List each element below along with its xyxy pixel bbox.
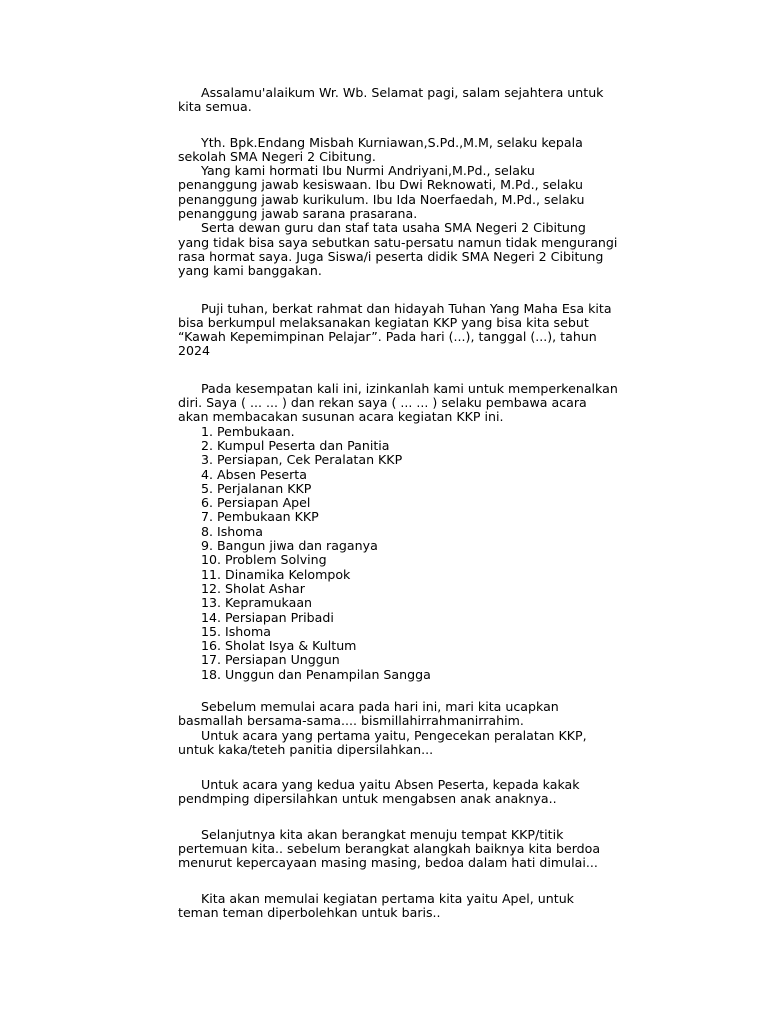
agenda-item: 5. Perjalanan KKP [201,480,312,496]
agenda-item: 1. Pembukaan. [201,423,295,439]
introduction-paragraph: Pada kesempatan kali ini, izinkanlah kami untuk memperkenalkan diri. Saya ( ... ... ) dan rekan saya ( ... ... ) selaku pembawa acara akan membacakan susunan acara kegiatan KKP ini. [178,380,618,425]
document-page [178,86,618,920]
agenda-item: 9. Bangun jiwa dan raganya [201,538,378,554]
teachers-address-paragraph: Serta dewan guru dan staf tata usaha SMA Negeri 2 Cibitung yang tidak bisa saya sebutkan satu-persatu namun tidak mengurangi rasa hormat saya. Juga Siswa/i peserta didik SMA Negeri 2 Cibitung yang kami banggakan. [178,220,618,279]
first-event-paragraph: Untuk acara yang pertama yaitu, Pengecekan peralatan KKP, untuk kaka/teteh panitia dipersilahkan... [178,727,587,757]
officials-address-paragraph: Yang kami hormati Ibu Nurmi Andriyani,M.Pd., selaku penanggung jawab kesiswaan. Ibu Dwi Reknowati, M.Pd., selaku penanggung jawab kurikulum. Ibu Ida Noerfaedah, M.Pd., selaku penanggung jawab sarana prasarana. [178,163,585,222]
agenda-item: 18. Unggun dan Penampilan Sangga [201,666,431,682]
agenda-item: 4. Absen Peserta [201,466,307,482]
agenda-item: 7. Pembukaan KKP [201,509,319,525]
agenda-item: 10. Problem Solving [201,552,327,568]
agenda-list [178,425,618,682]
agenda-item: 6. Persiapan Apel [201,495,311,511]
greeting-paragraph: Assalamu'alaikum Wr. Wb. Selamat pagi, salam sejahtera untuk kita semua. [178,85,604,115]
basmallah-paragraph: Sebelum memulai acara pada hari ini, mari kita ucapkan basmallah bersama-sama.... bismillahirrahmanirrahim. [178,698,559,729]
agenda-item: 15. Ishoma [201,623,271,639]
agenda-item: 17. Persiapan Unggun [201,652,340,668]
agenda-item: 13. Kepramukaan [201,595,313,611]
agenda-item: 11. Dinamika Kelompok [201,566,351,582]
apel-paragraph: Kita akan memulai kegiatan pertama kita yaitu Apel, untuk teman teman diperbolehkan untuk baris.. [178,890,574,920]
agenda-item: 16. Sholat Isya & Kultum [201,638,357,654]
departure-paragraph: Selanjutnya kita akan berangkat menuju tempat KKP/titik pertemuan kita.. sebelum berangkat alangkah baiknya kita berdoa menurut kepercayaan masing masing, bedoa dalam hati dimulai... [178,826,601,871]
agenda-item: 12. Sholat Ashar [201,580,305,596]
agenda-item: 14. Persiapan Pribadi [201,609,334,625]
gratitude-paragraph: Puji tuhan, berkat rahmat dan hidayah Tuhan Yang Maha Esa kita bisa berkumpul melaksanakan kegiatan KKP yang bisa kita sebut “Kawah Kepemimpinan Pelajar”. Pada hari (...), tanggal (...), tahun 2024 [178,300,612,359]
second-event-paragraph: Untuk acara yang kedua yaitu Absen Peserta, kepada kakak pendmping dipersilahkan untuk mengabsen anak anaknya.. [178,777,580,807]
agenda-item: 2. Kumpul Peserta dan Panitia [201,437,390,453]
agenda-item: 3. Persiapan, Cek Peralatan KKP [201,452,403,468]
principal-address-paragraph: Yth. Bpk.Endang Misbah Kurniawan,S.Pd.,M.M, selaku kepala sekolah SMA Negeri 2 Cibitung. [178,134,583,164]
agenda-item: 8. Ishoma [201,523,263,539]
